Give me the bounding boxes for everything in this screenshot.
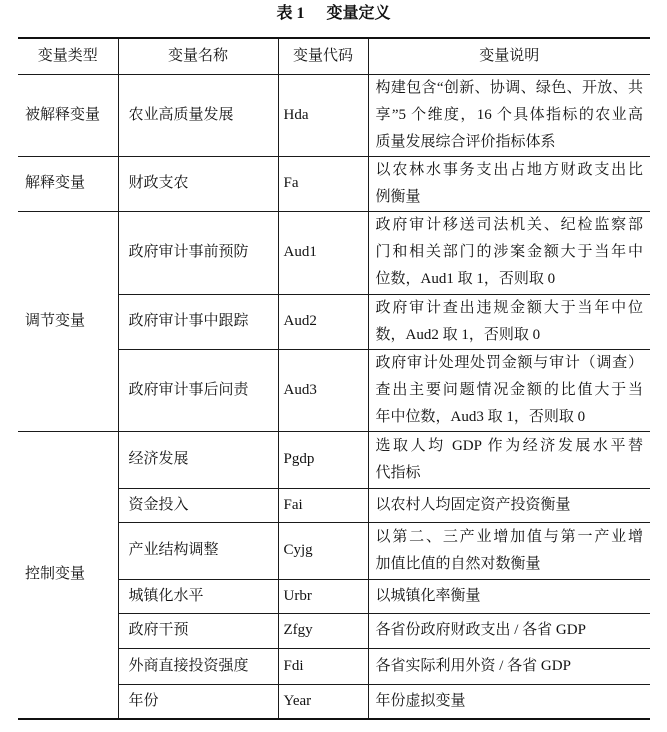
table-caption xyxy=(0,3,667,25)
variable-name-cell: 农业高质量发展 xyxy=(118,74,278,156)
variable-code-cell: Aud2 xyxy=(278,294,368,349)
variable-description-cell xyxy=(368,156,650,211)
description-line: 数，Aud2 取 1，否则取 0 xyxy=(375,326,541,343)
variable-name-cell: 年份 xyxy=(118,684,278,719)
variable-name-cell: 城镇化水平 xyxy=(118,579,278,613)
variable-description-cell xyxy=(368,613,650,648)
description-line: 以农村人均固定资产投资衡量 xyxy=(375,496,571,513)
variable-description-cell xyxy=(368,488,650,522)
variable-name-cell: 政府审计事后问责 xyxy=(118,349,278,431)
variable-code-cell: Hda xyxy=(278,74,368,156)
description-line: 年份虚拟变量 xyxy=(375,692,466,709)
table-row xyxy=(18,74,650,156)
variable-code-cell: Zfgy xyxy=(278,613,368,648)
header-variable-description: 变量说明 xyxy=(368,38,650,74)
description-line: 查出主要问题情况金额的比值大于当 xyxy=(375,381,643,398)
variable-type-cell: 调节变量 xyxy=(18,211,118,431)
variable-code-cell: Urbr xyxy=(278,579,368,613)
variable-definition-table xyxy=(18,37,650,720)
variable-name-cell: 政府干预 xyxy=(118,613,278,648)
description-line: 代指标 xyxy=(375,464,421,481)
variable-code-cell: Year xyxy=(278,684,368,719)
variable-code-cell: Fa xyxy=(278,156,368,211)
variable-code-cell: Aud1 xyxy=(278,211,368,294)
variable-name-cell: 财政支农 xyxy=(118,156,278,211)
variable-description-cell xyxy=(368,579,650,613)
variable-name-cell: 资金投入 xyxy=(118,488,278,522)
variable-description-cell xyxy=(368,349,650,431)
description-line: 以城镇化率衡量 xyxy=(375,587,481,604)
description-line: 以农林水事务支出占地方财政支出比 xyxy=(375,161,643,178)
variable-name-cell: 经济发展 xyxy=(118,431,278,488)
variable-description-cell xyxy=(368,522,650,579)
description-line: 各省实际利用外资 / 各省 GDP xyxy=(375,657,571,674)
variable-code-cell: Fdi xyxy=(278,648,368,684)
variable-description-cell xyxy=(368,684,650,719)
header-variable-code: 变量代码 xyxy=(278,38,368,74)
table-title: 变量定义 xyxy=(326,5,391,22)
variable-description-cell xyxy=(368,431,650,488)
variable-name-cell: 产业结构调整 xyxy=(118,522,278,579)
header-variable-type: 变量类型 xyxy=(18,38,118,74)
variable-name-cell: 外商直接投资强度 xyxy=(118,648,278,684)
variable-code-cell: Cyjg xyxy=(278,522,368,579)
variable-description-cell xyxy=(368,74,650,156)
description-line: 选取人均 GDP 作为经济发展水平替 xyxy=(375,437,643,454)
description-line: 政府审计移送司法机关、纪检监察部 xyxy=(375,217,643,233)
table-number: 表 1 xyxy=(276,5,305,22)
variable-name-cell: 政府审计事中跟踪 xyxy=(118,294,278,349)
variable-type-cell: 解释变量 xyxy=(18,156,118,211)
description-line: 质量发展综合评价指标体系 xyxy=(375,133,556,150)
description-line: 年中位数，Aud3 取 1，否则取 0 xyxy=(375,408,586,425)
variable-type-cell: 被解释变量 xyxy=(18,74,118,156)
description-line: 各省份政府财政支出 / 各省 GDP xyxy=(375,622,586,638)
variable-type-cell: 控制变量 xyxy=(18,431,118,719)
table-row xyxy=(18,211,650,294)
header-variable-name: 变量名称 xyxy=(118,38,278,74)
variable-description-cell xyxy=(368,294,650,349)
description-line: 构建包含“创新、协调、绿色、开放、共 xyxy=(375,79,643,96)
description-line: 例衡量 xyxy=(375,188,421,205)
description-line: 位数，Aud1 取 1，否则取 0 xyxy=(375,271,556,287)
description-line: 门和相关部门的涉案金额大于当年中 xyxy=(375,244,643,260)
description-line: 政府审计处理处罚金额与审计（调查） xyxy=(375,354,643,371)
description-line: 以第二、三产业增加值与第一产业增 xyxy=(375,528,643,545)
header-row xyxy=(18,38,650,74)
variable-code-cell: Pgdp xyxy=(278,431,368,488)
variable-name-cell: 政府审计事前预防 xyxy=(118,211,278,294)
description-line: 政府审计查出违规金额大于当年中位 xyxy=(375,299,643,316)
description-line: 享”5 个维度，16 个具体指标的农业高 xyxy=(375,106,643,123)
variable-description-cell xyxy=(368,648,650,684)
variable-description-cell xyxy=(368,211,650,294)
variable-code-cell: Aud3 xyxy=(278,349,368,431)
variable-code-cell: Fai xyxy=(278,488,368,522)
table-row xyxy=(18,156,650,211)
description-line: 加值比值的自然对数衡量 xyxy=(375,555,541,572)
table-row xyxy=(18,431,650,488)
